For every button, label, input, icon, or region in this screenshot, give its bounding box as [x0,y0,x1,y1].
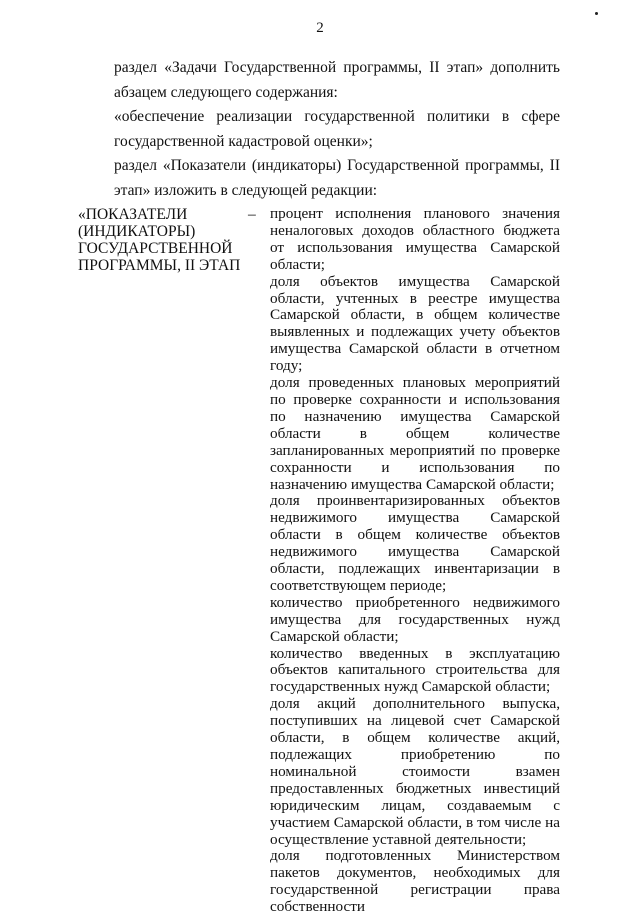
paragraph-indicators-amendment [78,153,560,203]
paragraph-new-task [78,104,560,154]
heading-dash: – [248,206,256,223]
paragraph-tasks-amendment [78,55,560,105]
indicator-item: доля акций дополнительного выпуска, поступивших на лицевой счет Самарской области, в общем количестве акций, подлежащих приобретению по номинальной стоимости взамен предоставленных бюджетных инвестиций юридическим лицам, создаваемым с участием Самарской области, в том числе на осуществление уставной деятельности; [270,695,560,848]
page-number: 2 [316,20,324,36]
paragraph-text: «обеспечение реализации государственной политики в сфере государственной кадастровой оценки»; [114,108,560,150]
paragraph-text: раздел «Задачи Государственной программы, II этап» дополнить абзацем следующего содержания: [114,59,560,101]
indicator-item: количество приобретенного недвижимого имущества для государственных нужд Самарской области; [270,593,560,645]
scan-dot [595,12,598,15]
indicators-list [270,206,560,916]
indicator-item: доля проинвентаризированных объектов недвижимого имущества Самарской области в общем количестве объектов недвижимого имущества Самарской области, подлежащих инвентаризации в соответствующем периоде; [270,492,560,594]
paragraph-text: раздел «Показатели (индикаторы) Государственной программы, II этап» изложить в следующей редакции: [114,157,560,199]
indicator-item: процент исполнения планового значения неналоговых доходов областного бюджета от использования имущества Самарской области; [270,205,560,273]
indicator-item: количество введенных в эксплуатацию объектов капитального строительства для государственных нужд Самарской области; [270,644,560,696]
indicator-item: доля проведенных плановых мероприятий по проверке сохранности и использования по назначению имущества Самарской области в общем количестве запланированных мероприятий по проверке сохранности и использования по назначению имущества Самарской области; [270,374,560,493]
indicator-item: доля объектов имущества Самарской области, учтенных в реестре имущества Самарской области, в общем количестве выявленных и подлежащих учету объектов имущества Самарской области в отчетном году; [270,272,560,375]
section-heading: «ПОКАЗАТЕЛИ (ИНДИКАТОРЫ) ГОСУДАРСТВЕННОЙ ПРОГРАММЫ, II ЭТАП [78,206,241,274]
indicator-item: доля подготовленных Министерством пакетов документов, необходимых для государственной регистрации права собственности [270,847,560,916]
